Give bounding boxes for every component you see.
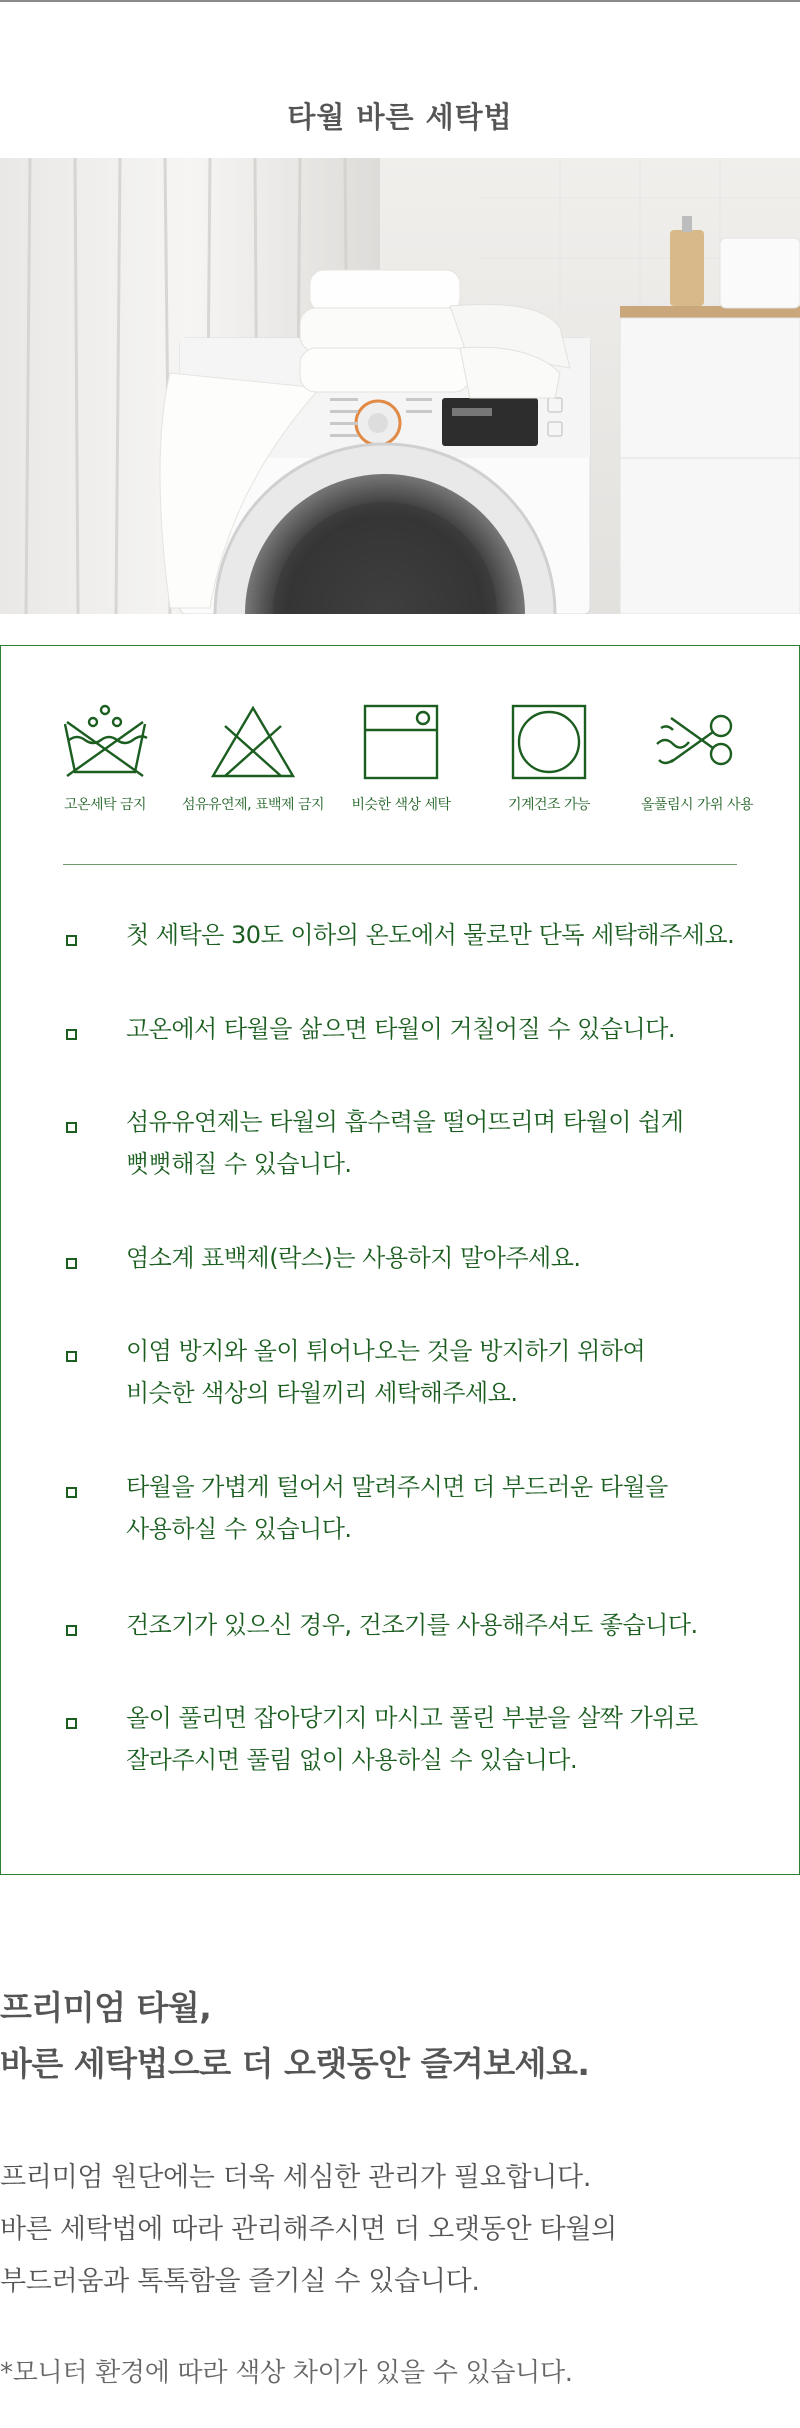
care-item-no-bleach-softener xyxy=(179,704,327,814)
care-label-scissors: 올풀림시 가위 사용 xyxy=(640,797,754,813)
page-title: 타월 바른 세탁법 xyxy=(287,100,513,134)
monitor-note: *모니터 환경에 따라 색상 차이가 있을 수 있습니다. xyxy=(0,2358,573,2388)
description-line-1: 프리미엄 원단에는 더욱 세심한 관리가 필요합니다. xyxy=(0,2162,592,2193)
square-bullet-icon xyxy=(66,1351,77,1362)
tumble-dry-allowed-icon xyxy=(503,704,595,784)
rule-text: 섬유유연제는 타월의 흡수력을 떨어뜨리며 타월이 쉽게 뻣뻣해질 수 있습니다. xyxy=(126,1108,684,1178)
card-divider xyxy=(63,864,737,865)
no-bleach-softener-icon xyxy=(207,704,299,784)
square-bullet-icon xyxy=(66,1122,77,1133)
care-label-similar-colors: 비슷한 색상 세탁 xyxy=(351,797,451,813)
rule-text: 타월을 가볍게 털어서 말려주시면 더 부드러운 타월을 사용하실 수 있습니다. xyxy=(126,1473,668,1543)
no-hot-wash-icon xyxy=(59,704,151,784)
rule-text: 올이 풀리면 잡아당기지 마시고 풀린 부분을 살짝 가위로 잘라주시면 풀림 없이 사용하실 수 있습니다. xyxy=(126,1704,698,1774)
care-label-no-bleach-softener: 섬유유연제, 표백제 금지 xyxy=(181,797,325,813)
rule-text: 건조기가 있으신 경우, 건조기를 사용해주셔도 좋습니다. xyxy=(126,1611,698,1639)
square-bullet-icon xyxy=(66,1487,77,1498)
square-bullet-icon xyxy=(66,1718,77,1729)
care-icon-row xyxy=(31,704,771,824)
top-divider xyxy=(0,0,800,2)
headline-line-1: 프리미엄 타월, xyxy=(0,1988,212,2027)
description-line-2: 바른 세탁법에 따라 관리해주시면 더 오랫동안 타월의 xyxy=(0,2214,617,2245)
rule-text: 첫 세탁은 30도 이하의 온도에서 물로만 단독 세탁해주세요. xyxy=(126,921,735,949)
scissors-trim-icon xyxy=(651,704,743,784)
care-item-scissors xyxy=(623,704,771,814)
headline xyxy=(0,1980,800,2092)
care-label-tumble-dry: 기계건조 가능 xyxy=(507,797,591,813)
square-bullet-icon xyxy=(66,1029,77,1040)
care-item-tumble-dry xyxy=(475,704,623,814)
wash-similar-colors-icon xyxy=(355,704,447,784)
rule-text: 염소계 표백제(락스)는 사용하지 말아주세요. xyxy=(126,1244,581,1272)
description xyxy=(0,2152,800,2308)
towel-washer-photo xyxy=(0,158,800,614)
care-label-no-hot-wash: 고온세탁 금지 xyxy=(63,797,147,813)
description-line-3: 부드러움과 톡톡함을 즐기실 수 있습니다. xyxy=(0,2266,480,2297)
care-instructions-card xyxy=(0,645,800,1875)
square-bullet-icon xyxy=(66,935,77,946)
headline-line-2: 바른 세탁법으로 더 오랫동안 즐겨보세요. xyxy=(0,2044,590,2083)
care-item-no-hot-wash xyxy=(31,704,179,814)
square-bullet-icon xyxy=(66,1625,77,1636)
square-bullet-icon xyxy=(66,1258,77,1269)
care-item-similar-colors xyxy=(327,704,475,814)
rule-text: 이염 방지와 올이 튀어나오는 것을 방지하기 위하여 비슷한 색상의 타월끼리 세탁해주세요. xyxy=(126,1337,646,1407)
rule-text: 고온에서 타월을 삶으면 타월이 거칠어질 수 있습니다. xyxy=(126,1015,675,1043)
